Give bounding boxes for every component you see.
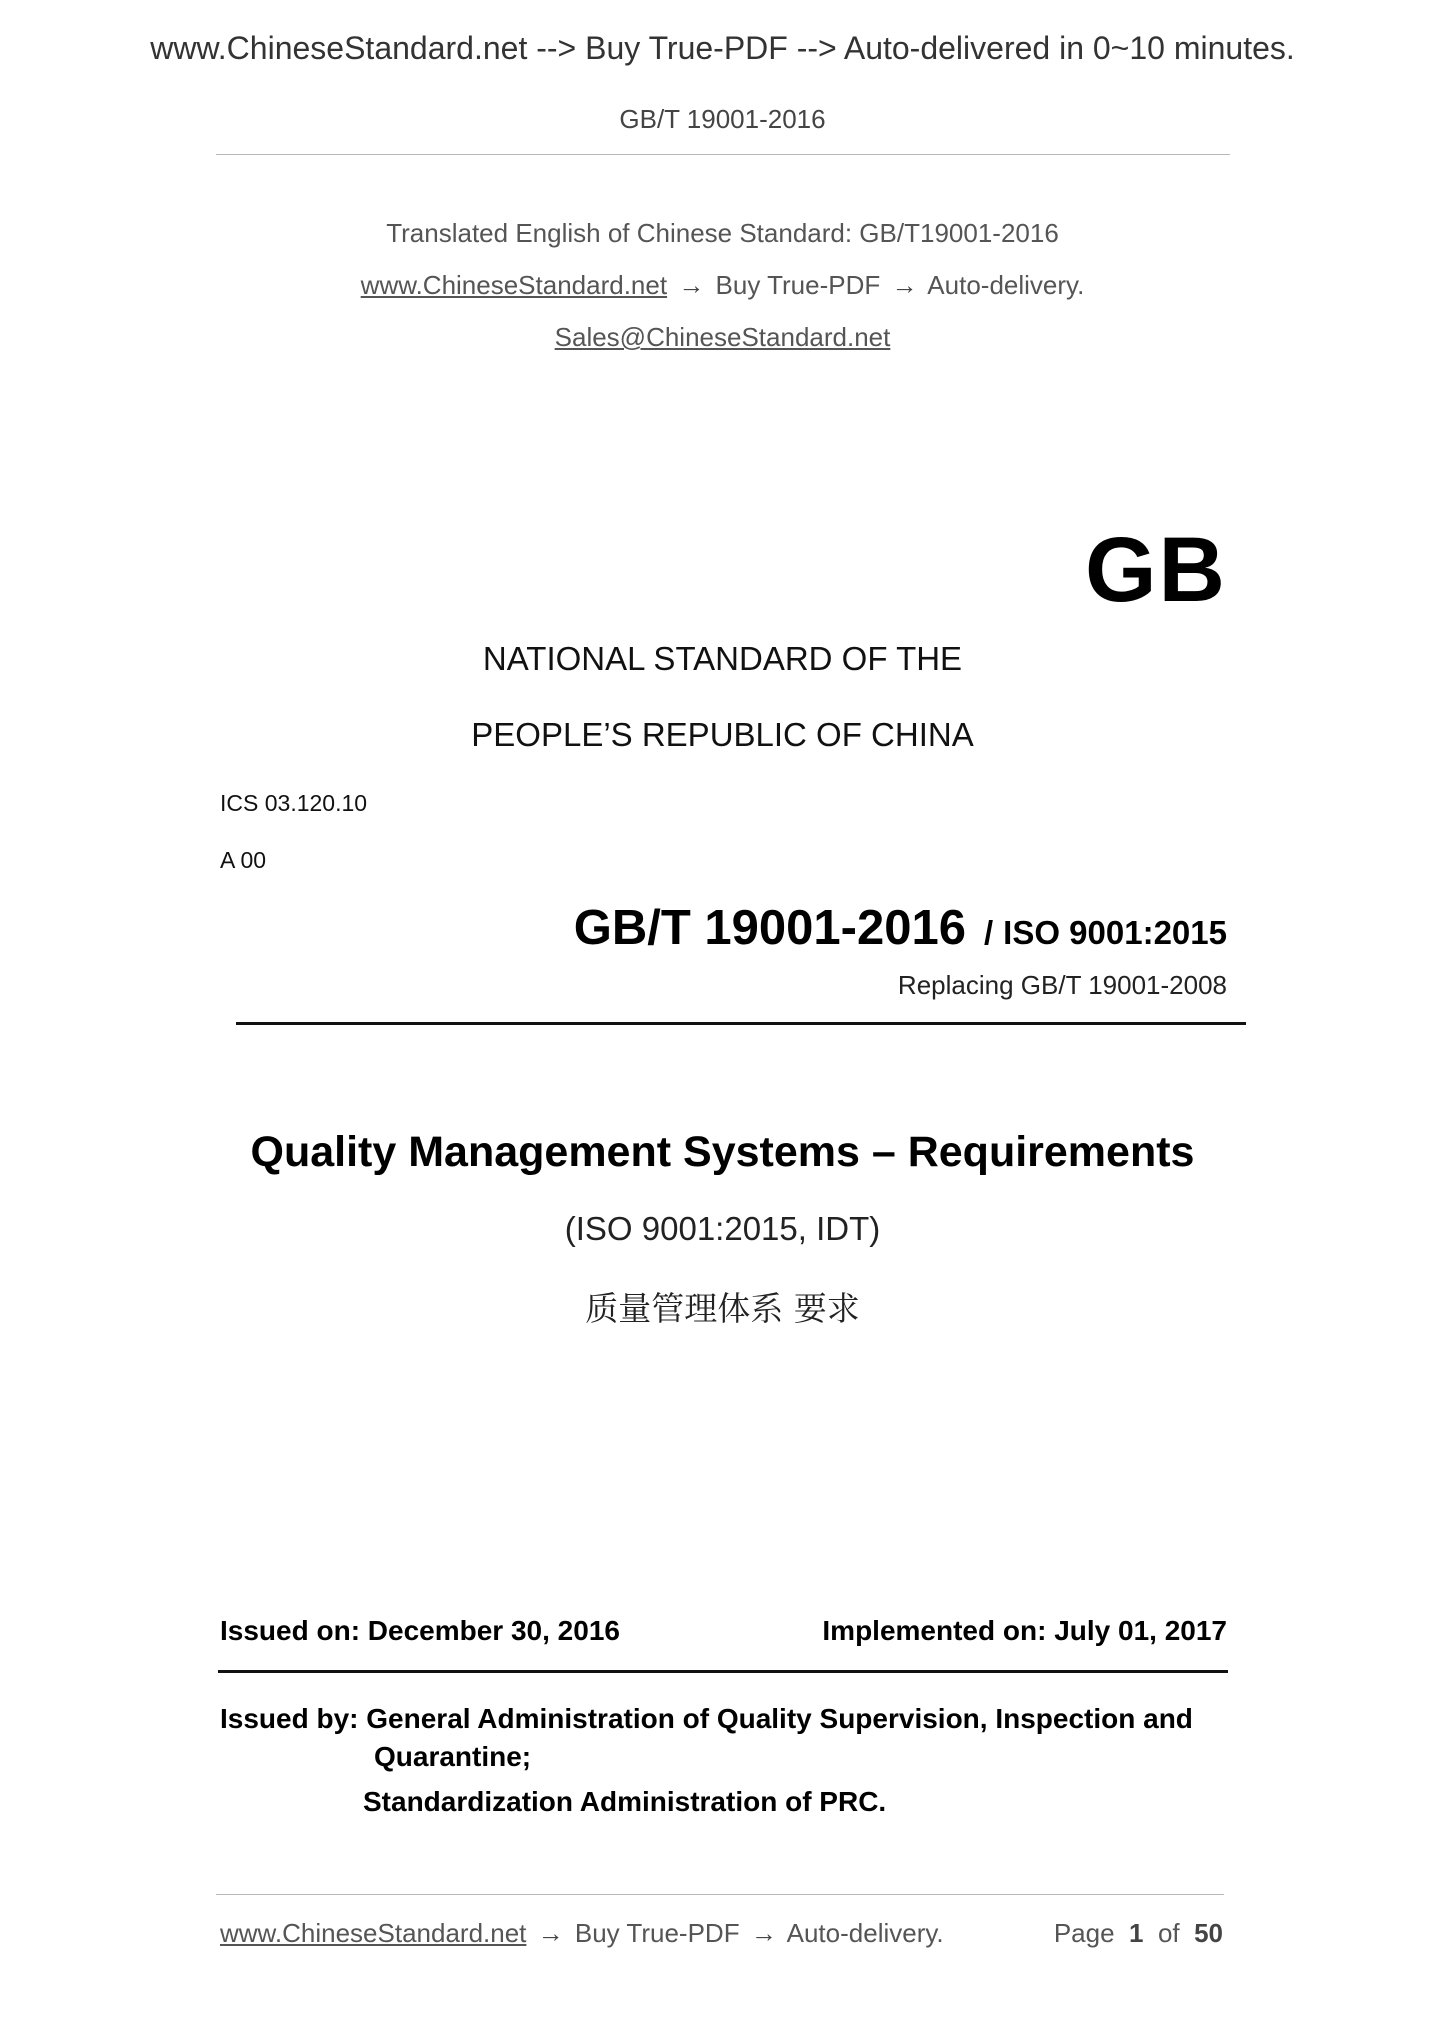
top-banner: www.ChineseStandard.net --> Buy True-PDF --> Auto-delivered in 0~10 minutes. <box>150 30 1295 66</box>
sales-line <box>0 322 1445 353</box>
arrow-right-icon: → <box>891 270 918 300</box>
issued-by-label: Issued by: <box>220 1703 359 1734</box>
footer-divider <box>216 1894 1224 1895</box>
footer-links <box>220 1918 944 1949</box>
issuer-1-part-1: General Administration of Quality Supervision, Inspection and <box>366 1703 1193 1734</box>
national-standard-line-1: NATIONAL STANDARD OF THE <box>482 640 963 677</box>
page-indicator <box>1054 1918 1223 1949</box>
footer-delivery-text: Auto-delivery. <box>786 1918 944 1948</box>
implemented-on-date: Implemented on: July 01, 2017 <box>822 1615 1227 1646</box>
of-label: of <box>1157 1918 1180 1948</box>
issued-by-block <box>220 1700 1230 1776</box>
gbt-number: GB/T 19001-2016 <box>573 901 966 955</box>
header-divider <box>216 154 1230 155</box>
footer-buy-text: Buy True-PDF <box>574 1918 740 1948</box>
translation-notice: Translated English of Chinese Standard: GB/T19001-2016 <box>386 218 1059 248</box>
header-standard-code: GB/T 19001-2016 <box>619 104 826 134</box>
chinese-title: 质量管理体系 要求 <box>585 1289 860 1328</box>
replacing-note: Replacing GB/T 19001-2008 <box>897 970 1227 1000</box>
arrow-right-icon: → <box>750 1918 777 1948</box>
issued-on-date: Issued on: December 30, 2016 <box>220 1615 620 1646</box>
delivery-text: Auto-delivery. <box>927 270 1085 300</box>
document-title: Quality Management Systems – Requirements <box>250 1128 1195 1176</box>
buy-line <box>0 270 1445 301</box>
sales-email-link[interactable]: Sales@ChineseStandard.net <box>554 322 891 352</box>
arrow-right-icon: → <box>678 270 705 300</box>
national-standard-line-2: PEOPLE’S REPUBLIC OF CHINA <box>471 716 974 753</box>
title-divider <box>236 1022 1246 1025</box>
arrow-right-icon: → <box>537 1918 564 1948</box>
page-number: 1 <box>1129 1918 1144 1948</box>
dates-divider <box>218 1670 1228 1673</box>
issuer-1-part-2: Quarantine; <box>374 1741 532 1772</box>
site-link[interactable]: www.ChineseStandard.net <box>360 270 668 300</box>
standard-number <box>574 900 1227 956</box>
page-label: Page <box>1053 1918 1115 1948</box>
equivalence-note: (ISO 9001:2015, IDT) <box>564 1210 881 1247</box>
buy-text: Buy True-PDF <box>715 270 881 300</box>
page-total: 50 <box>1194 1918 1223 1948</box>
number-separator: / <box>983 914 994 951</box>
ics-code: ICS 03.120.10 <box>220 790 368 816</box>
gb-logo-mark: GB <box>1085 519 1227 621</box>
classification-code: A 00 <box>220 847 267 873</box>
footer-site-link[interactable]: www.ChineseStandard.net <box>220 1918 527 1948</box>
issuer-2: Standardization Administration of PRC. <box>363 1786 887 1817</box>
iso-number: ISO 9001:2015 <box>1003 914 1227 951</box>
